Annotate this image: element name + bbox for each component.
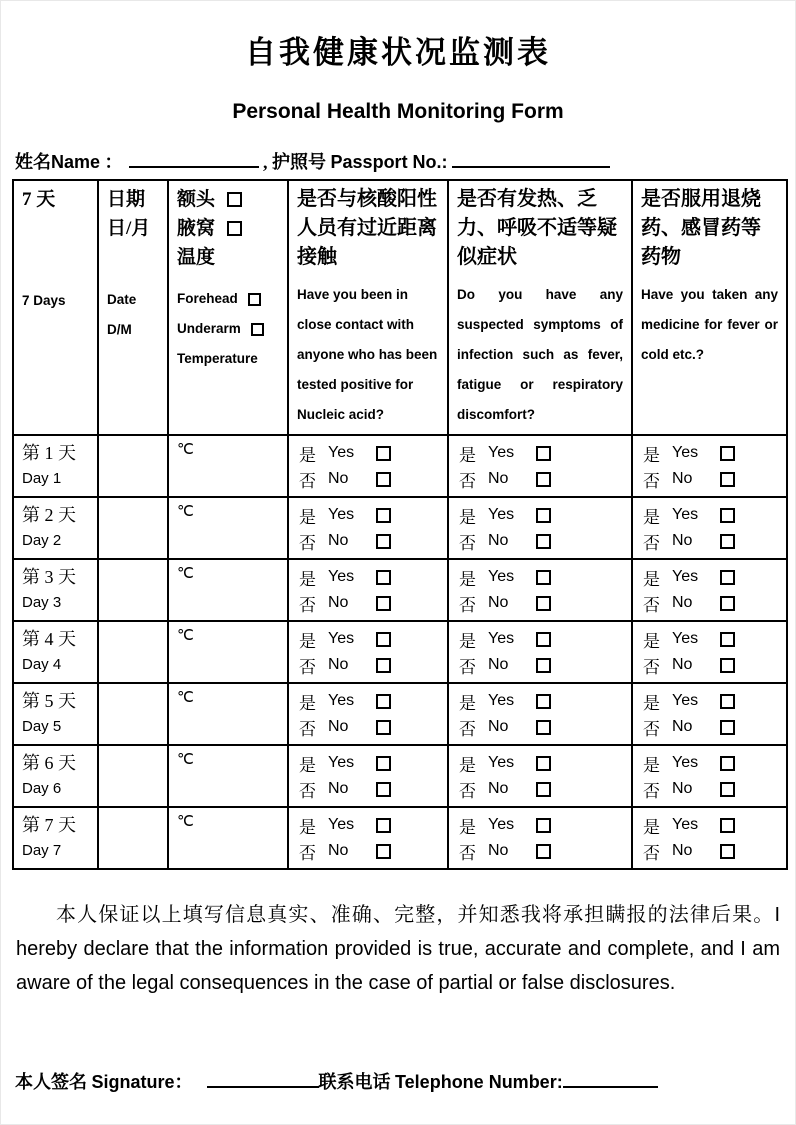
day-label-zh: 第 1 天 — [22, 443, 76, 463]
header-temperature — [168, 180, 288, 435]
phone-input-blank[interactable] — [563, 1070, 658, 1088]
contact-answer-cell — [288, 621, 448, 683]
no-label-zh: 否 — [299, 533, 316, 553]
underarm-checkbox-zh[interactable] — [227, 221, 242, 236]
header-date-format-zh: 日/月 — [107, 218, 151, 239]
medicine-yes-checkbox[interactable] — [720, 694, 735, 709]
yes-label-zh: 是 — [299, 507, 316, 527]
temperature-input-cell[interactable] — [168, 559, 288, 621]
yes-label-en: Yes — [488, 692, 515, 709]
contact-no-checkbox[interactable] — [376, 720, 391, 735]
no-label-zh: 否 — [643, 471, 660, 491]
yes-label-zh: 是 — [643, 755, 660, 775]
page-title-zh: 自我健康状况监测表 — [245, 35, 551, 70]
yes-label-zh: 是 — [643, 817, 660, 837]
header-date-zh: 日期 — [107, 189, 146, 210]
yes-label-zh: 是 — [299, 693, 316, 713]
day-label-en: Day 5 — [22, 718, 62, 735]
medicine-yes-checkbox[interactable] — [720, 570, 735, 585]
contact-answer-cell — [288, 683, 448, 745]
yes-label-en: Yes — [672, 754, 699, 771]
header-temp-zh: 温度 — [177, 247, 216, 268]
contact-answer-cell — [288, 435, 448, 497]
celsius-unit: ℃ — [177, 752, 194, 768]
symptoms-answer-cell — [448, 559, 632, 621]
name-label-zh: 姓名 — [15, 152, 51, 172]
day-cell — [13, 683, 98, 745]
day-label-zh: 第 6 天 — [22, 753, 76, 773]
no-label-zh: 否 — [299, 843, 316, 863]
signature-input-blank[interactable] — [207, 1070, 319, 1088]
yes-label-en: Yes — [672, 444, 699, 461]
temperature-input-cell[interactable] — [168, 497, 288, 559]
celsius-unit: ℃ — [177, 566, 194, 582]
no-label-en: No — [328, 780, 349, 797]
declaration-paragraph — [12, 898, 784, 1000]
page-title-en: Personal Health Monitoring Form — [232, 100, 564, 123]
header-forehead-zh: 额头 — [177, 189, 216, 210]
symptoms-no-checkbox[interactable] — [536, 720, 551, 735]
no-label-en: No — [488, 470, 509, 487]
medicine-answer-cell — [632, 621, 787, 683]
declaration-zh: 本人保证以上填写信息真实、准确、完整，并知悉我将承担瞒报的法律后果。 — [56, 904, 775, 926]
no-label-en: No — [672, 656, 693, 673]
symptoms-no-checkbox[interactable] — [536, 844, 551, 859]
temperature-input-cell[interactable] — [168, 745, 288, 807]
symptoms-yes-checkbox[interactable] — [536, 818, 551, 833]
no-label-en: No — [672, 532, 693, 549]
no-label-zh: 否 — [459, 781, 476, 801]
contact-no-checkbox[interactable] — [376, 658, 391, 673]
contact-answer-cell — [288, 559, 448, 621]
yes-label-zh: 是 — [459, 507, 476, 527]
yes-label-en: Yes — [672, 630, 699, 647]
no-label-en: No — [328, 656, 349, 673]
header-medicine-en: Have you taken any medicine for fever or cold etc.? — [641, 287, 778, 362]
declaration-en: I hereby declare that the information provided is true, accurate and complete, and I am aware of the legal consequences in the case of partial or false disclosures. — [16, 904, 780, 994]
no-label-zh: 否 — [459, 719, 476, 739]
name-input-blank[interactable] — [129, 150, 259, 168]
yes-label-zh: 是 — [643, 445, 660, 465]
yes-label-zh: 是 — [459, 569, 476, 589]
medicine-yes-checkbox[interactable] — [720, 446, 735, 461]
day-cell — [13, 497, 98, 559]
yes-label-en: Yes — [488, 754, 515, 771]
header-underarm-zh: 腋窝 — [177, 218, 216, 239]
celsius-unit: ℃ — [177, 814, 194, 830]
medicine-no-checkbox[interactable] — [720, 720, 735, 735]
form-page — [1, 1, 795, 1124]
header-date — [98, 180, 168, 435]
yes-label-en: Yes — [328, 444, 355, 461]
temperature-input-cell[interactable] — [168, 683, 288, 745]
symptoms-answer-cell — [448, 745, 632, 807]
day-label-zh: 第 4 天 — [22, 629, 76, 649]
no-label-en: No — [488, 656, 509, 673]
monitor-table-body — [13, 435, 787, 869]
yes-label-en: Yes — [328, 692, 355, 709]
medicine-yes-checkbox[interactable] — [720, 508, 735, 523]
contact-yes-checkbox[interactable] — [376, 446, 391, 461]
header-contact-en: Have you been in close contact with anyone who has been tested positive for Nucleic acid? — [297, 287, 438, 422]
header-contact-zh: 是否与核酸阳性人员有过近距离接触 — [297, 188, 437, 268]
table-row — [13, 807, 787, 869]
date-input-cell[interactable] — [98, 559, 168, 621]
no-label-en: No — [672, 594, 693, 611]
yes-label-zh: 是 — [299, 631, 316, 651]
medicine-answer-cell — [632, 683, 787, 745]
no-label-en: No — [488, 594, 509, 611]
yes-label-en: Yes — [328, 630, 355, 647]
medicine-no-checkbox[interactable] — [720, 472, 735, 487]
no-label-en: No — [672, 842, 693, 859]
symptoms-yes-checkbox[interactable] — [536, 570, 551, 585]
no-label-zh: 否 — [299, 657, 316, 677]
medicine-no-checkbox[interactable] — [720, 596, 735, 611]
yes-label-zh: 是 — [643, 693, 660, 713]
table-row — [13, 435, 787, 497]
no-label-zh: 否 — [459, 843, 476, 863]
medicine-answer-cell — [632, 497, 787, 559]
symptoms-no-checkbox[interactable] — [536, 658, 551, 673]
medicine-answer-cell — [632, 559, 787, 621]
yes-label-en: Yes — [328, 506, 355, 523]
celsius-unit: ℃ — [177, 504, 194, 520]
symptoms-no-checkbox[interactable] — [536, 534, 551, 549]
yes-label-en: Yes — [328, 816, 355, 833]
no-label-en: No — [672, 780, 693, 797]
date-input-cell[interactable] — [98, 807, 168, 869]
passport-label-en: Passport No.: — [330, 152, 448, 172]
header-date-en: Date — [107, 292, 137, 307]
table-row — [13, 559, 787, 621]
medicine-yes-checkbox[interactable] — [720, 756, 735, 771]
header-symptoms — [448, 180, 632, 435]
symptoms-answer-cell — [448, 683, 632, 745]
celsius-unit: ℃ — [177, 442, 194, 458]
underarm-checkbox-en[interactable] — [251, 323, 264, 336]
day-label-zh: 第 3 天 — [22, 567, 76, 587]
no-label-en: No — [488, 842, 509, 859]
header-close-contact — [288, 180, 448, 435]
phone-label-zh: 联系电话 — [318, 1072, 391, 1092]
no-label-en: No — [328, 718, 349, 735]
yes-label-en: Yes — [488, 816, 515, 833]
passport-label-zh: 护照号 — [272, 152, 327, 172]
yes-label-en: Yes — [672, 506, 699, 523]
contact-no-checkbox[interactable] — [376, 534, 391, 549]
yes-label-en: Yes — [488, 444, 515, 461]
symptoms-answer-cell — [448, 807, 632, 869]
day-cell — [13, 559, 98, 621]
date-input-cell[interactable] — [98, 745, 168, 807]
health-monitor-table — [12, 179, 788, 870]
medicine-yes-checkbox[interactable] — [720, 818, 735, 833]
medicine-no-checkbox[interactable] — [720, 658, 735, 673]
passport-input-blank[interactable] — [452, 150, 610, 168]
day-label-en: Day 3 — [22, 594, 62, 611]
no-label-zh: 否 — [643, 781, 660, 801]
symptoms-yes-checkbox[interactable] — [536, 508, 551, 523]
yes-label-zh: 是 — [459, 631, 476, 651]
medicine-answer-cell — [632, 745, 787, 807]
day-label-en: Day 6 — [22, 780, 62, 797]
no-label-zh: 否 — [459, 657, 476, 677]
date-input-cell[interactable] — [98, 497, 168, 559]
yes-label-en: Yes — [672, 568, 699, 585]
header-medicine — [632, 180, 787, 435]
yes-label-en: Yes — [328, 568, 355, 585]
contact-yes-checkbox[interactable] — [376, 756, 391, 771]
yes-label-zh: 是 — [299, 755, 316, 775]
contact-answer-cell — [288, 807, 448, 869]
no-label-zh: 否 — [643, 843, 660, 863]
day-cell — [13, 435, 98, 497]
symptoms-no-checkbox[interactable] — [536, 782, 551, 797]
contact-no-checkbox[interactable] — [376, 596, 391, 611]
symptoms-yes-checkbox[interactable] — [536, 446, 551, 461]
temperature-input-cell[interactable] — [168, 621, 288, 683]
yes-label-en: Yes — [672, 816, 699, 833]
yes-label-en: Yes — [328, 754, 355, 771]
header-date-format-en: D/M — [107, 322, 132, 337]
name-label-en: Name — [51, 152, 101, 172]
header-7days-zh: 7 天 — [22, 189, 56, 210]
yes-label-zh: 是 — [459, 755, 476, 775]
contact-no-checkbox[interactable] — [376, 472, 391, 487]
table-header-row — [13, 180, 787, 435]
day-cell — [13, 745, 98, 807]
contact-yes-checkbox[interactable] — [376, 508, 391, 523]
contact-yes-checkbox[interactable] — [376, 632, 391, 647]
symptoms-yes-checkbox[interactable] — [536, 632, 551, 647]
no-label-zh: 否 — [459, 533, 476, 553]
forehead-checkbox-zh[interactable] — [227, 192, 242, 207]
no-label-zh: 否 — [643, 657, 660, 677]
name-passport-line — [12, 148, 784, 174]
no-label-zh: 否 — [459, 471, 476, 491]
table-row — [13, 745, 787, 807]
celsius-unit: ℃ — [177, 690, 194, 706]
phone-label-en: Telephone Number: — [395, 1072, 563, 1092]
table-row — [13, 683, 787, 745]
signature-label-zh: 本人签名 — [15, 1072, 87, 1092]
date-input-cell[interactable] — [98, 621, 168, 683]
yes-label-zh: 是 — [643, 507, 660, 527]
header-7days — [13, 180, 98, 435]
symptoms-answer-cell — [448, 435, 632, 497]
day-cell — [13, 621, 98, 683]
contact-no-checkbox[interactable] — [376, 782, 391, 797]
name-colon: ： — [104, 152, 123, 172]
table-row — [13, 497, 787, 559]
header-medicine-zh: 是否服用退烧药、感冒药等药物 — [641, 188, 761, 268]
yes-label-en: Yes — [672, 692, 699, 709]
no-label-en: No — [328, 842, 349, 859]
temperature-input-cell[interactable] — [168, 435, 288, 497]
medicine-answer-cell — [632, 807, 787, 869]
yes-label-zh: 是 — [643, 631, 660, 651]
yes-label-zh: 是 — [459, 445, 476, 465]
no-label-zh: 否 — [459, 595, 476, 615]
day-cell — [13, 807, 98, 869]
date-input-cell[interactable] — [98, 683, 168, 745]
yes-label-zh: 是 — [643, 569, 660, 589]
no-label-zh: 否 — [299, 595, 316, 615]
symptoms-no-checkbox[interactable] — [536, 472, 551, 487]
medicine-no-checkbox[interactable] — [720, 844, 735, 859]
signature-phone-line — [12, 1068, 784, 1094]
contact-answer-cell — [288, 497, 448, 559]
no-label-en: No — [328, 532, 349, 549]
symptoms-no-checkbox[interactable] — [536, 596, 551, 611]
no-label-en: No — [488, 532, 509, 549]
signature-label-en: Signature： — [91, 1072, 193, 1092]
celsius-unit: ℃ — [177, 628, 194, 644]
no-label-en: No — [328, 470, 349, 487]
medicine-yes-checkbox[interactable] — [720, 632, 735, 647]
contact-yes-checkbox[interactable] — [376, 570, 391, 585]
symptoms-yes-checkbox[interactable] — [536, 756, 551, 771]
day-label-en: Day 2 — [22, 532, 62, 549]
yes-label-en: Yes — [488, 630, 515, 647]
contact-answer-cell — [288, 745, 448, 807]
header-temp-en: Temperature — [177, 351, 258, 366]
header-7days-en: 7 Days — [22, 293, 66, 308]
no-label-zh: 否 — [643, 533, 660, 553]
table-row — [13, 621, 787, 683]
no-label-en: No — [672, 470, 693, 487]
day-label-en: Day 7 — [22, 842, 62, 859]
no-label-en: No — [672, 718, 693, 735]
yes-label-zh: 是 — [459, 817, 476, 837]
day-label-en: Day 1 — [22, 470, 62, 487]
no-label-zh: 否 — [299, 719, 316, 739]
contact-yes-checkbox[interactable] — [376, 694, 391, 709]
no-label-en: No — [328, 594, 349, 611]
temperature-input-cell[interactable] — [168, 807, 288, 869]
header-symptoms-zh: 是否有发热、乏力、呼吸不适等疑似症状 — [457, 188, 617, 268]
header-forehead-en: Forehead — [177, 291, 238, 306]
no-label-zh: 否 — [299, 471, 316, 491]
no-label-zh: 否 — [299, 781, 316, 801]
no-label-zh: 否 — [643, 595, 660, 615]
header-symptoms-en: Do you have any suspected symptoms of infection such as fever, fatigue or respiratory discomfort? — [457, 287, 623, 422]
yes-label-zh: 是 — [299, 569, 316, 589]
contact-no-checkbox[interactable] — [376, 844, 391, 859]
date-input-cell[interactable] — [98, 435, 168, 497]
day-label-zh: 第 2 天 — [22, 505, 76, 525]
medicine-no-checkbox[interactable] — [720, 782, 735, 797]
no-label-zh: 否 — [643, 719, 660, 739]
contact-yes-checkbox[interactable] — [376, 818, 391, 833]
symptoms-answer-cell — [448, 497, 632, 559]
yes-label-zh: 是 — [459, 693, 476, 713]
yes-label-zh: 是 — [299, 817, 316, 837]
medicine-answer-cell — [632, 435, 787, 497]
symptoms-answer-cell — [448, 621, 632, 683]
separator-comma: , — [263, 152, 273, 172]
day-label-en: Day 4 — [22, 656, 62, 673]
day-label-zh: 第 7 天 — [22, 815, 76, 835]
day-label-zh: 第 5 天 — [22, 691, 76, 711]
medicine-no-checkbox[interactable] — [720, 534, 735, 549]
no-label-en: No — [488, 780, 509, 797]
no-label-en: No — [488, 718, 509, 735]
symptoms-yes-checkbox[interactable] — [536, 694, 551, 709]
header-underarm-en: Underarm — [177, 321, 241, 336]
yes-label-en: Yes — [488, 568, 515, 585]
yes-label-zh: 是 — [299, 445, 316, 465]
forehead-checkbox-en[interactable] — [248, 293, 261, 306]
yes-label-en: Yes — [488, 506, 515, 523]
